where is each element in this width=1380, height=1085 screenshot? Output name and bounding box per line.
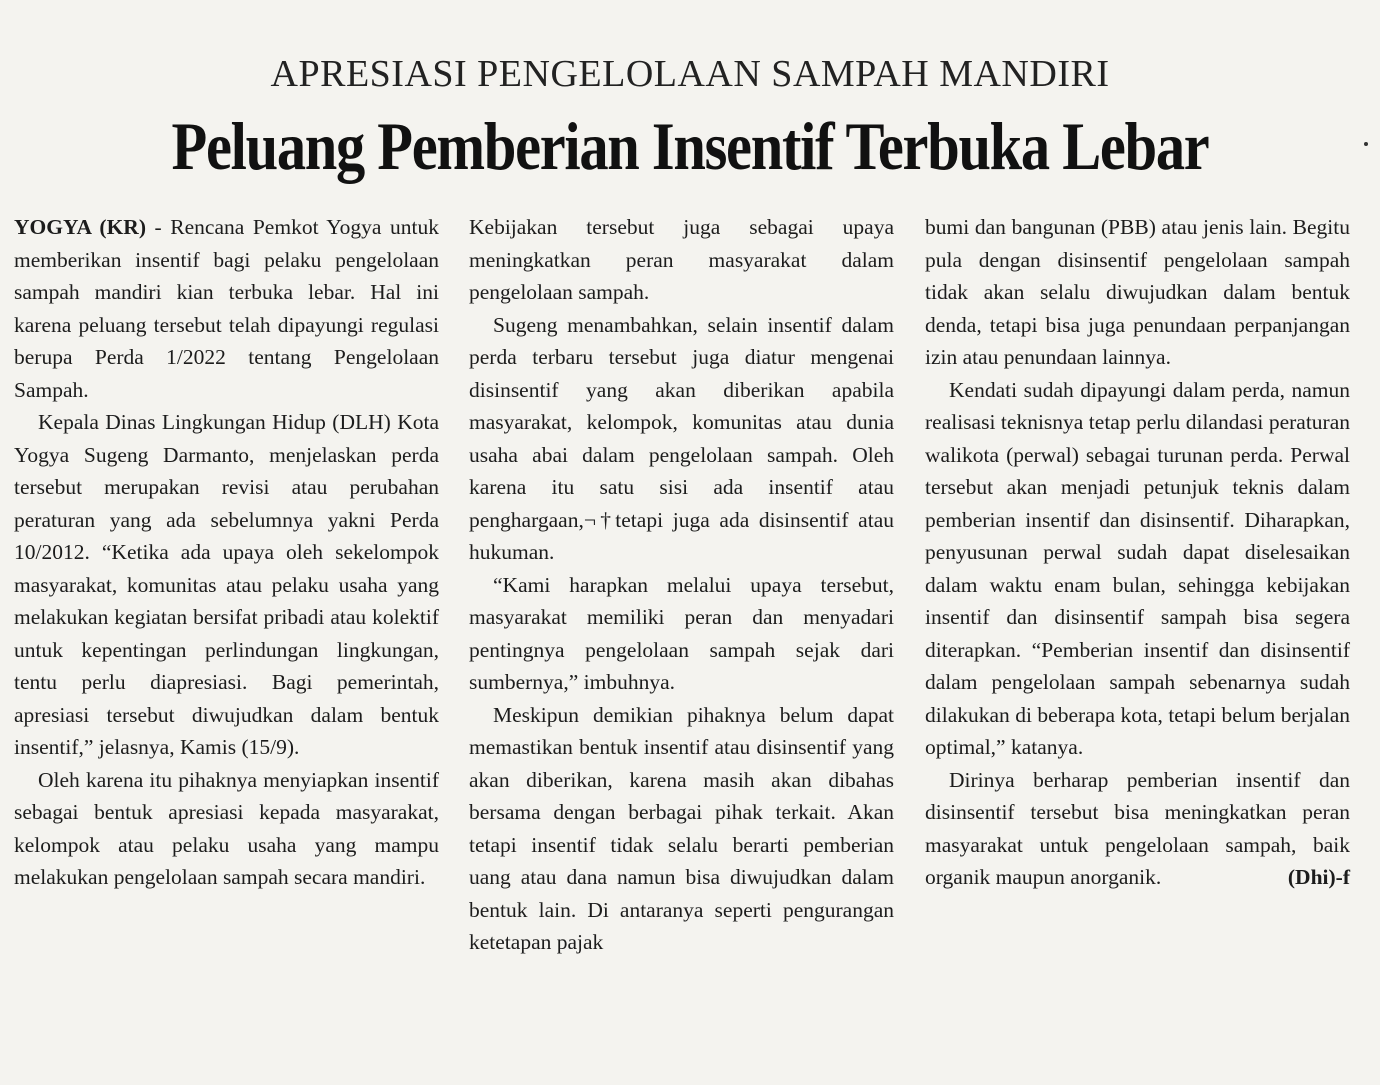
paragraph: Oleh karena itu pihaknya menyiapkan insentif sebagai bentuk apresiasi kepada masyarakat, kelompok atau pelaku usaha yang mampu melakukan pengelolaan sampah secara mandiri. [14, 767, 439, 889]
paragraph [14, 211, 439, 406]
article-kicker: APRESIASI PENGELOLAAN SAMPAH MANDIRI [270, 53, 1110, 95]
paragraph: Meskipun demikian pihaknya belum dapat memastikan bentuk insentif atau disinsentif yang akan diberikan, karena masih akan dibahas bersama dengan berbagai pihak terkait. Akan tetapi insentif tidak selalu berarti pemberian uang atau dana namun bisa diwujudkan dalam bentuk lain. Di antaranya seperti pengurangan ketetapan pajak [469, 702, 894, 954]
paragraph-text: Dirinya berharap pemberian insentif dan disinsentif tersebut bisa meningkatkan peran masyarakat untuk pengelolaan sampah, baik organik maupun anorganik. [925, 767, 1350, 889]
paragraph: Sugeng menambahkan, selain insentif dalam perda terbaru tersebut juga diatur mengenai disinsentif yang akan diberikan apabila masyarakat, kelompok, komunitas atau dunia usaha abai dalam pengelolaan sampah. Oleh karena itu satu sisi ada insentif atau penghargaan,¬†tetapi juga ada disinsentif atau hukuman. [469, 312, 894, 564]
paragraph: Kendati sudah dipayungi dalam perda, namun realisasi teknisnya tetap perlu dilandasi peraturan walikota (perwal) sebagai turunan perda. Perwal tersebut akan menjadi petunjuk teknis dalam pemberian insentif dan disinsentif. Diharapkan, penyusunan perwal sudah dapat diselesaikan dalam waktu enam bulan, sehingga kebijakan insentif dan disinsentif sampah bisa segera diterapkan. “Pemberian insentif dan disinsentif dalam pengelolaan sampah sebenarnya sudah dilakukan di beberapa kota, tetapi belum berjalan optimal,” katanya. [925, 377, 1350, 759]
paragraph-text: - Rencana Pemkot Yogya untuk memberikan insentif bagi pelaku pengelolaan sampah mandiri kian terbuka lebar. Hal ini karena peluang tersebut telah dipayungi regulasi berupa Perda 1/2022 tentang Pengelolaan Sampah. [14, 215, 439, 402]
article-headline: Peluang Pemberian Insentif Terbuka Lebar [171, 108, 1209, 184]
article-column-1 [14, 211, 439, 894]
article-column-2 [469, 211, 894, 959]
author-signoff: (Dhi)-f [1287, 865, 1350, 889]
paragraph: Kepala Dinas Lingkungan Hidup (DLH) Kota Yogya Sugeng Darmanto, menjelaskan perda tersebut merupakan revisi atau perubahan peraturan yang ada sebelumnya yakni Perda 10/2012. “Ketika ada upaya oleh sekelompok masyarakat, komunitas atau pelaku usaha yang melakukan kegiatan bersifat pribadi atau kolektif untuk kepentingan perlindungan lingkungan, tentu perlu diapresiasi. Bagi pemerintah, apresiasi tersebut diwujudkan dalam bentuk insentif,” jelasnya, Kamis (15/9). [14, 410, 439, 759]
print-speck [1364, 142, 1368, 146]
paragraph: Kebijakan tersebut juga sebagai upaya meningkatkan peran masyarakat dalam pengelolaan sampah. [469, 215, 894, 304]
paragraph: “Kami harapkan melalui upaya tersebut, masyarakat memiliki peran dan menyadari pentingnya pengelolaan sampah sejak dari sumbernya,” imbuhnya. [469, 572, 894, 694]
article-column-3 [925, 211, 1350, 894]
dateline: YOGYA (KR) [14, 215, 146, 239]
paragraph: bumi dan bangunan (PBB) atau jenis lain. Begitu pula dengan disinsentif pengelolaan sampah tidak akan selalu diwujudkan dalam bentuk denda, tetapi bisa juga penundaan perpanjangan izin atau penundaan lainnya. [925, 215, 1350, 369]
paragraph [925, 764, 1350, 894]
